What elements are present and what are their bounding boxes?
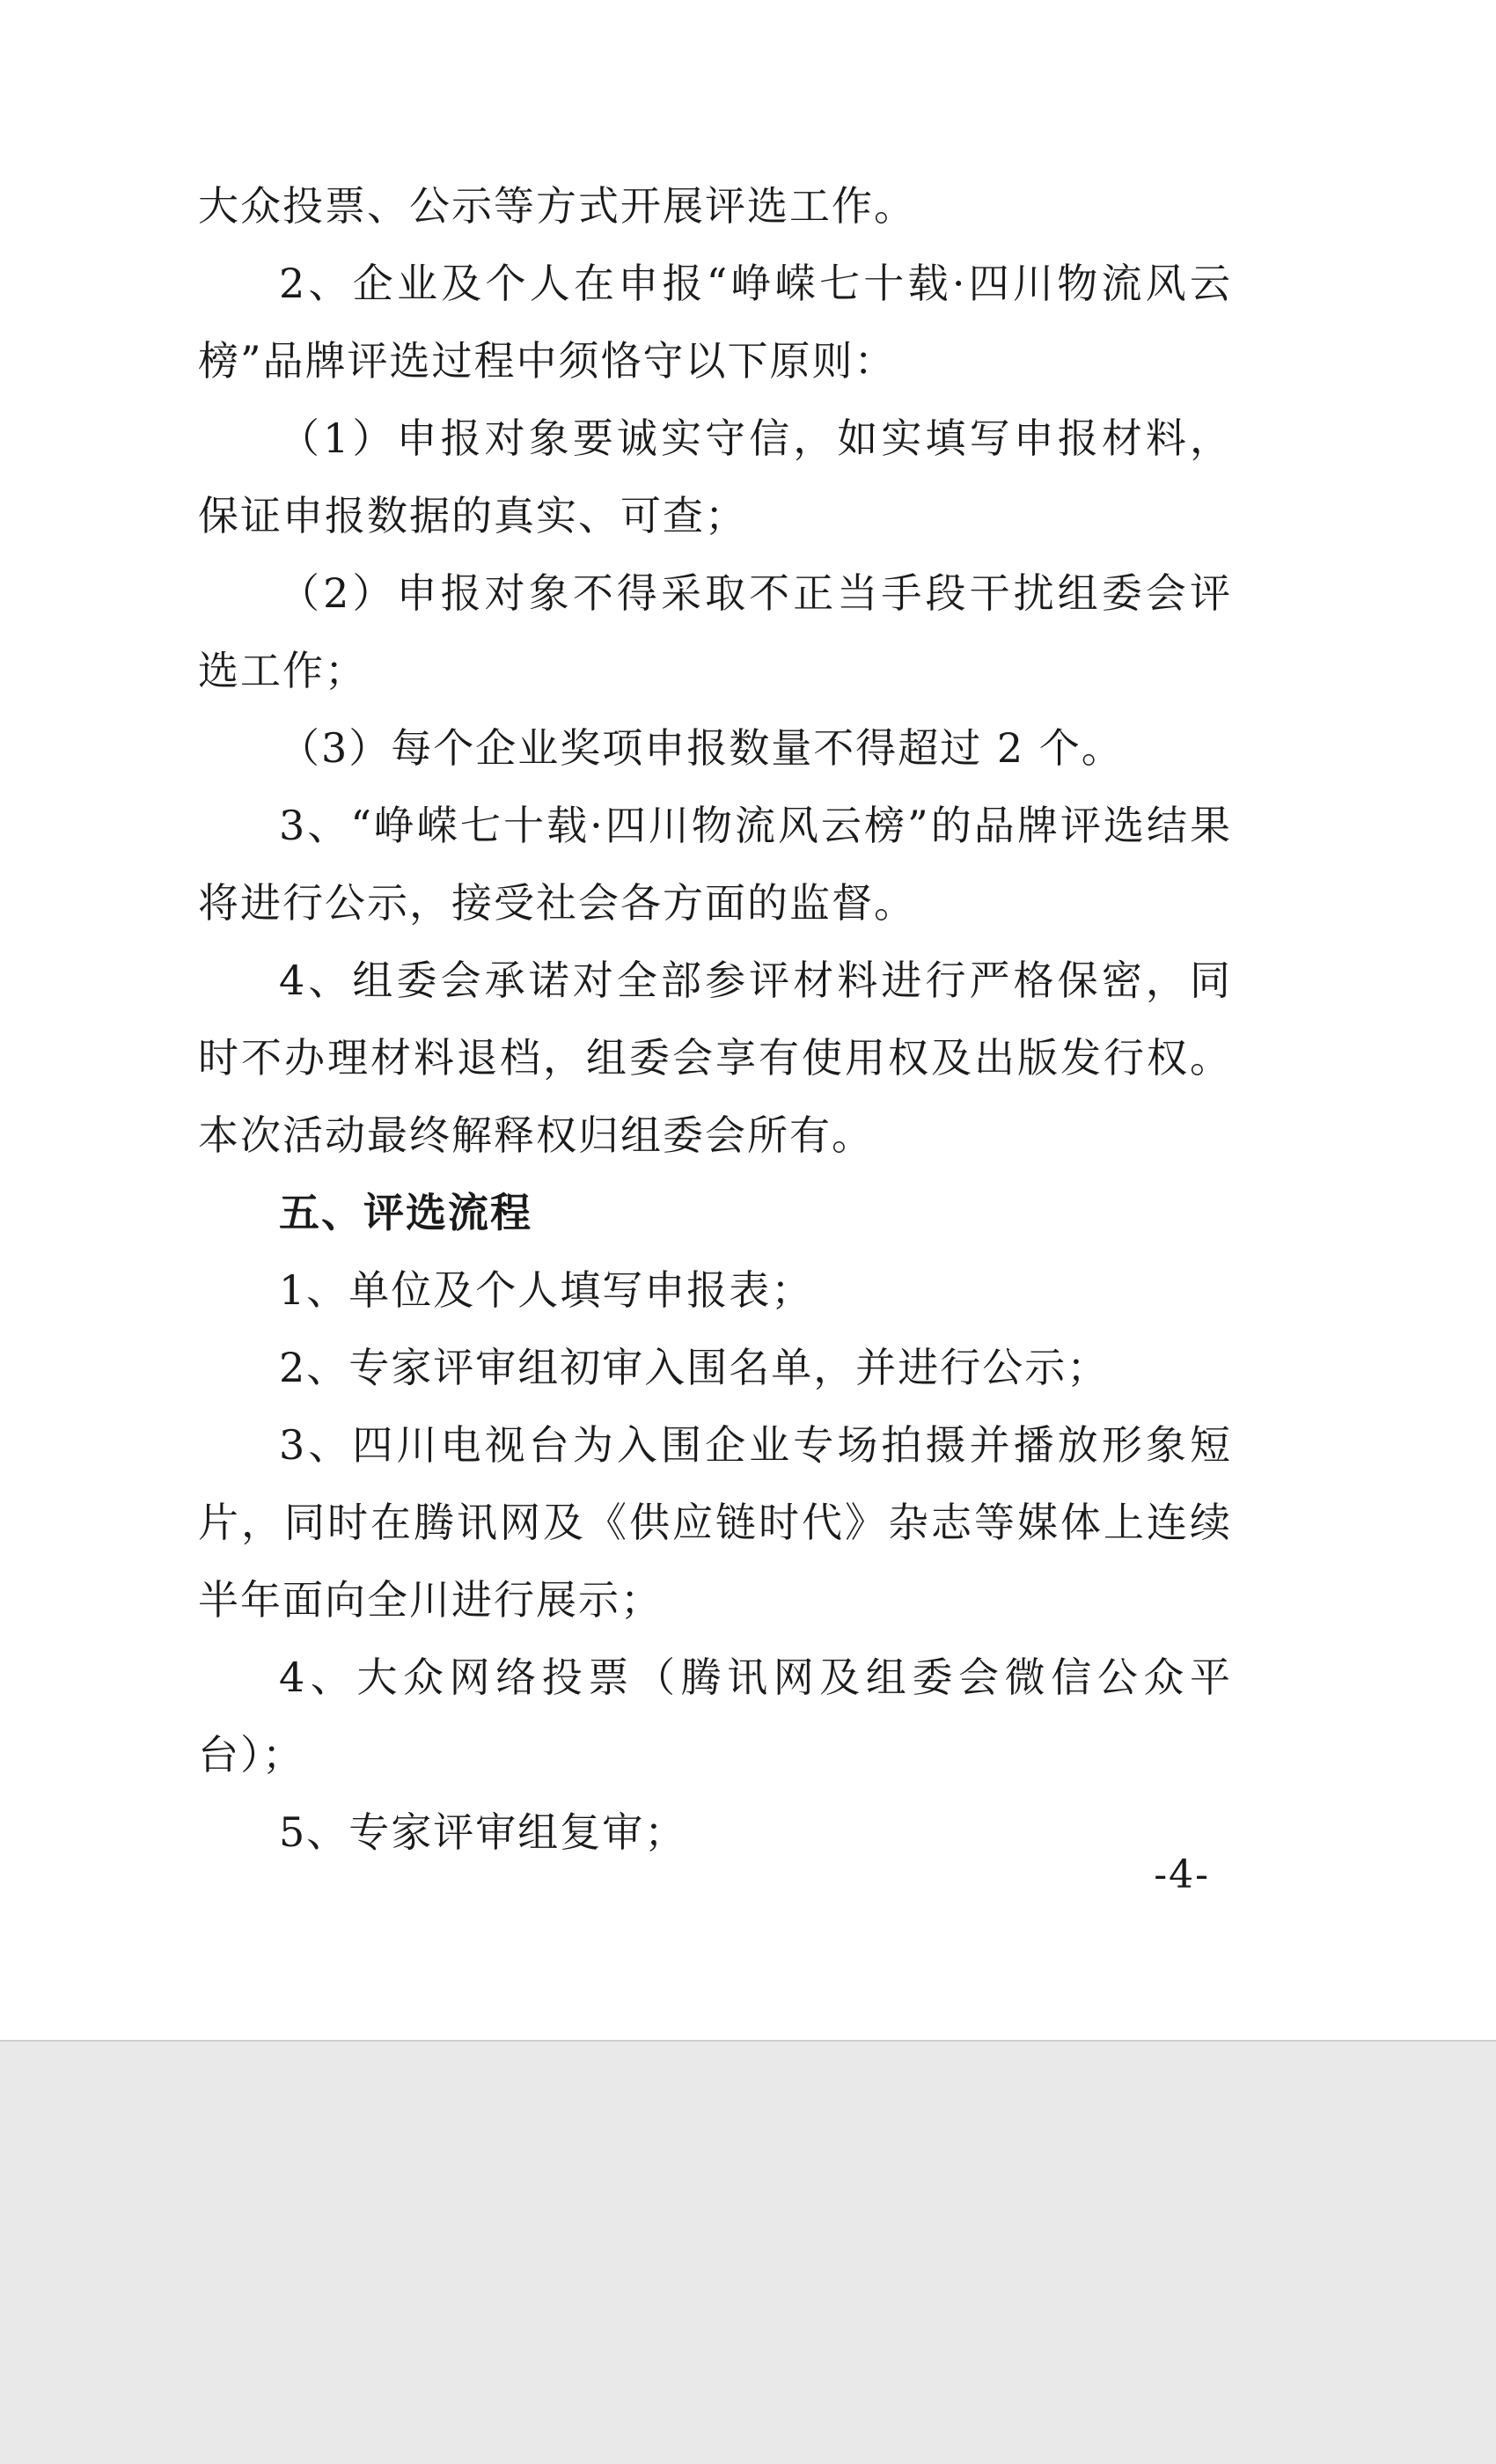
paragraph-3: （1）申报对象要诚实守信，如实填写申报材料，保证申报数据的真实、可查；: [198, 414, 1232, 539]
paragraph-6: 3、“峥嵘七十载·四川物流风云榜”的品牌评选结果将进行公示，接受社会各方面的监督。: [198, 802, 1232, 927]
paragraph-1: 大众投票、公示等方式开展评选工作。: [198, 182, 916, 230]
paragraph-4: （2）申报对象不得采取不正当手段干扰组委会评选工作；: [198, 569, 1232, 694]
paragraph-2: 2、企业及个人在申报“峥嵘七十载·四川物流风云榜”品牌评选过程中须恪守以下原则：: [198, 260, 1232, 385]
process-step-2: 2、专家评审组初审入围名单，并进行公示；: [279, 1344, 1110, 1391]
page-number: -4-: [1154, 1852, 1210, 1897]
process-step-4: 4、大众网络投票（腾讯网及组委会微信公众平台）；: [198, 1654, 1232, 1778]
process-step-5: 5、专家评审组复审；: [279, 1808, 687, 1856]
document-body: [198, 167, 1232, 1871]
process-step-3: 3、四川电视台为入围企业专场拍摄并播放形象短片，同时在腾讯网及《供应链时代》杂志等媒体上连续半年面向全川进行展示；: [198, 1421, 1232, 1624]
process-step-1: 1、单位及个人填写申报表；: [279, 1266, 814, 1314]
section-heading: 五、评选流程: [279, 1189, 532, 1236]
paragraph-5: （3）每个企业奖项申报数量不得超过 2 个。: [279, 724, 1124, 772]
paragraph-7: 4、组委会承诺对全部参评材料进行严格保密，同时不办理材料退档，组委会享有使用权及出版发行权。本次活动最终解释权归组委会所有。: [198, 957, 1232, 1159]
